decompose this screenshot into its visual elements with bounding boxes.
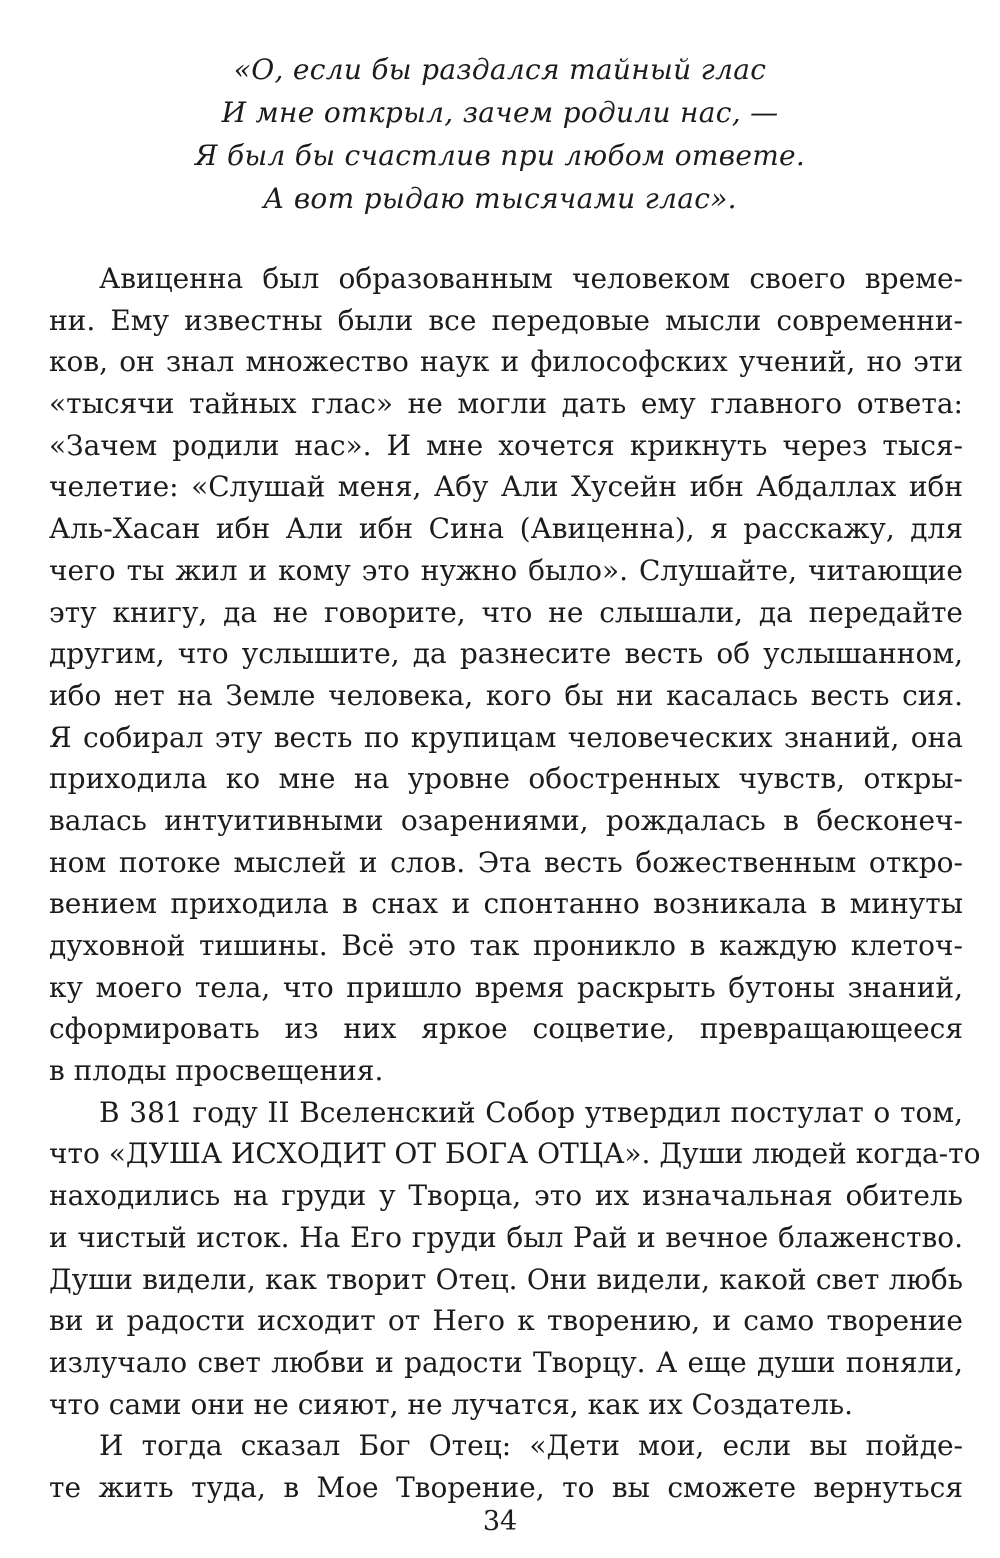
text-line: что «ДУША ИСХОДИТ ОТ БОГА ОТЦА». Души людей когда-то	[49, 1137, 981, 1171]
text-line: духовной тишины. Всё это так проникло в каждую клеточ-	[49, 929, 963, 962]
text-line: ви и радости исходит от Него к творению, и само творение	[49, 1304, 963, 1338]
text-line: в плоды просвещения.	[49, 1054, 384, 1088]
poem-line: «О, если бы раздался тайный глас	[233, 53, 767, 86]
poem-line: И мне открыл, зачем родили нас, —	[221, 96, 779, 129]
poem-line: А вот рыдаю тысячами глас».	[263, 182, 737, 215]
text-line: Аль-Хасан ибн Али ибн Сина (Авиценна), я расскажу, для	[49, 512, 963, 546]
text-line: чего ты жил и кому это нужно было». Слушайте, читающие	[49, 553, 963, 587]
text-line: В 381 году II Вселенский Собор утвердил постулат о том,	[99, 1095, 963, 1129]
text-line: ков, он знал множество наук и философских учений, но эти	[49, 345, 963, 379]
text-line: те жить туда, в Мое Творение, то вы сможете вернуться	[49, 1470, 963, 1504]
text-line: «Зачем родили нас». И мне хочется крикнуть через тыся-	[49, 428, 963, 462]
text-line: и чистый исток. На Его груди был Рай и вечное блаженство.	[49, 1220, 963, 1254]
poem-line: Я был бы счастлив при любом ответе.	[194, 139, 806, 172]
text-line: валась интуитивными озарениями, рождалась в бесконеч-	[49, 803, 963, 837]
text-line: ни. Ему известны были все передовые мысли современни-	[49, 303, 963, 337]
text-line: приходила ко мне на уровне обостренных чувств, откры-	[49, 762, 963, 796]
text-line: И тогда сказал Бог Отец: «Дети мои, если вы пойде-	[99, 1429, 963, 1463]
body-text	[49, 258, 981, 1509]
text-line: что сами они не сияют, не лучатся, как их Создатель.	[49, 1387, 854, 1421]
text-line: находились на груди у Творца, это их изначальная обитель	[49, 1179, 963, 1213]
text-line: эту книгу, да не говорите, что не слышали, да передайте	[49, 595, 963, 629]
text-line: ибо нет на Земле человека, кого бы ни касалась весть сия.	[49, 678, 963, 712]
text-line: излучало свет любви и радости Творцу. А еще души поняли,	[49, 1345, 963, 1379]
text-line: «тысячи тайных глас» не могли дать ему главного ответа:	[49, 387, 963, 421]
page-number: 34	[482, 1506, 518, 1537]
text-line: челетие: «Слушай меня, Абу Али Хусейн ибн Абдаллах ибн	[49, 470, 963, 504]
text-line: сформировать из них яркое соцветие, превращающееся	[49, 1012, 963, 1046]
text-line: Авиценна был образованным человеком своего време-	[99, 262, 963, 295]
text-line: ном потоке мыслей и слов. Эта весть божественным откро-	[49, 845, 963, 879]
text-line: вением приходила в снах и спонтанно возникала в минуты	[49, 887, 963, 921]
text-line: ку моего тела, что пришло время раскрыть бутоны знаний,	[49, 970, 963, 1004]
poem-epigraph	[0, 48, 1000, 220]
text-line: Души видели, как творит Отец. Они видели, какой свет любь	[49, 1262, 963, 1296]
text-line: другим, что услышите, да разнесите весть об услышанном,	[49, 637, 963, 671]
text-line: Я собирал эту весть по крупицам человеческих знаний, она	[49, 720, 963, 754]
